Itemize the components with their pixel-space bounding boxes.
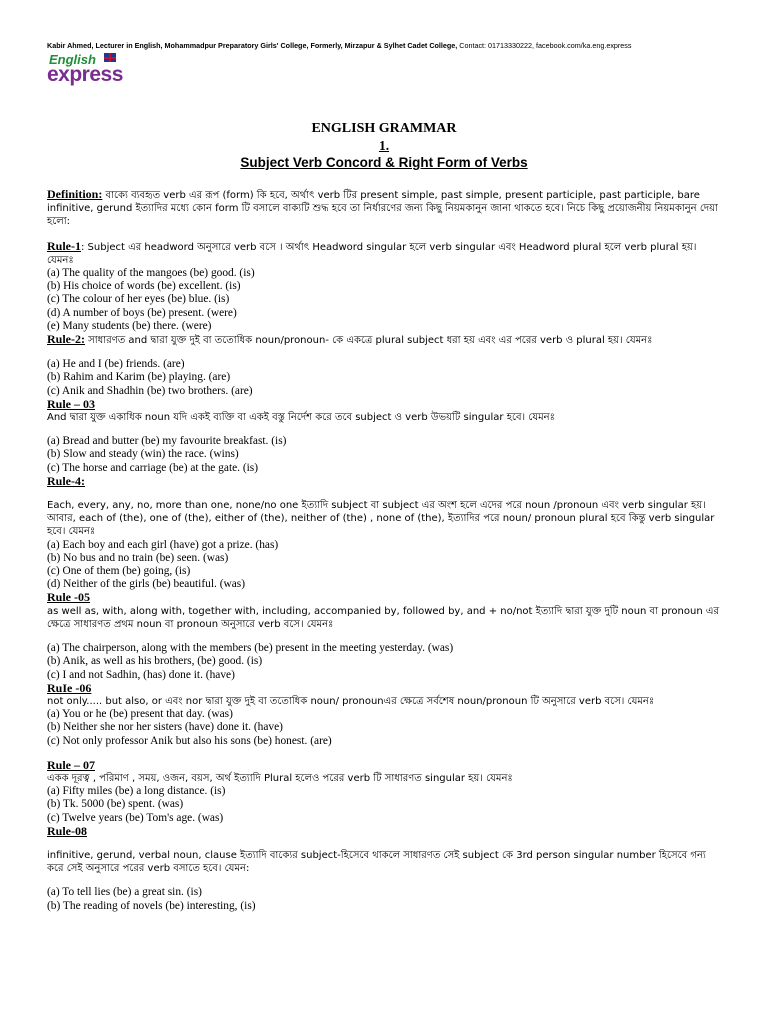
example-line: (a) The quality of the mangoes (be) good. (is) <box>47 267 255 280</box>
english-express-logo <box>47 52 127 86</box>
rule-2-label: Rule-2: <box>47 332 85 347</box>
example-line: (c) One of them (be) going, (is) <box>47 565 191 578</box>
example-line: (c) The horse and carriage (be) at the gate. (is) <box>47 461 259 474</box>
rule-7-text: একক দূরত্ব , পরিমাণ , সময়, ওজন, বয়স, অর্থ ইত্যাদি Plural হলেও পরের verb টি সাধারণত singular হয়। যেমনঃ <box>47 772 513 784</box>
rule-6-label: RuIe -06 <box>47 680 92 695</box>
example-line: (c) Twelve years (be) Tom's age. (was) <box>47 811 224 824</box>
example-line: (c) I and not Sadhin, (has) done it. (have) <box>47 668 235 681</box>
definition-paragraph <box>47 188 723 229</box>
rule-4-text: Each, every, any, no, more than one, none/no one ইত্যাদি subject বা subject এর অংশ হলে এদের পরে noun /pronoun এবং verb singular হয়। আবার, each of (the), one of (the), either of (the), neither of (the) , none of (the), ইত্যাদির পরে noun/ pronoun plural হবে কিন্তু verb singular হবে। যেমনঃ <box>47 500 715 538</box>
lesson-number: 1. <box>378 138 390 153</box>
example-line: (a) You or he (be) present that day. (was) <box>47 708 233 721</box>
page-title: ENGLISH GRAMMAR <box>311 121 457 136</box>
example-line: (b) Anik, as well as his brothers, (be) good. (is) <box>47 655 263 668</box>
lesson-subtitle: Subject Verb Concord & Right Form of Verbs <box>240 155 528 170</box>
rule-5-label: Rule -05 <box>47 590 90 605</box>
example-line: (e) Many students (be) there. (were) <box>47 319 212 332</box>
example-line: (b) Slow and steady (win) the race. (wins) <box>47 448 239 461</box>
example-line: (a) Fifty miles (be) a long distance. (is) <box>47 785 226 798</box>
example-line: (b) Tk. 5000 (be) spent. (was) <box>47 798 184 811</box>
rule-2-text: সাধারণত and দ্বারা যুক্ত দুই বা ততোধিক noun/pronoun- কে একত্রে plural subject ধরা হয় এবং এর পরের verb ও plural হয়। যেমনঃ <box>85 335 653 347</box>
author-contact: Contact: 01713330222, facebook.com/ka.eng.express <box>459 41 632 50</box>
rule-2-heading <box>47 333 723 347</box>
example-line: (c) Anik and Shadhin (be) two brothers. (are) <box>47 384 253 397</box>
page-header <box>47 41 747 50</box>
example-line: (a) To tell lies (be) a great sin. (is) <box>47 886 202 899</box>
example-line: (d) A number of boys (be) present. (were) <box>47 306 237 319</box>
rule-3-text: And দ্বারা যুক্ত একাধিক noun যদি একই ব্যক্তি বা একই বস্তু নির্দেশ করে তবে subject ও verb উভয়টি singular হবে। যেমনঃ <box>47 412 555 424</box>
example-line: (a) He and I (be) friends. (are) <box>47 358 185 371</box>
example-line: (c) Not only professor Anik but also his sons (be) honest. (are) <box>47 734 332 747</box>
rule-4-label: Rule-4: <box>47 473 85 488</box>
definition-label: Definition: <box>47 187 103 201</box>
rule-6-text: not only..... but also, or এবং nor দ্বারা যুক্ত দুই বা ততোধিক noun/ pronounএর ক্ষেত্রে সর্বশেষ noun/pronoun টি অনুসারে verb বসে। যেমনঃ <box>47 695 655 707</box>
example-line: (c) The colour of her eyes (be) blue. (is) <box>47 293 230 306</box>
rule-8-label: Rule-08 <box>47 823 87 838</box>
document-body <box>47 188 723 913</box>
rule-5-text: as well as, with, along with, together with, including, accompanied by, followed by, and + no/not ইত্যাদি দ্বারা যুক্ত দুটি noun বা pronoun এর ক্ষেত্রে সাধারণত প্রথম noun বা pronoun অনুসারে verb বসে। যেমনঃ <box>47 605 719 630</box>
example-line: (b) The reading of novels (be) interesting, (is) <box>47 899 256 912</box>
example-line: (a) Each boy and each girl (have) got a prize. (has) <box>47 538 279 551</box>
rule-8-text: infinitive, gerund, verbal noun, clause ইত্যাদি বাক্যের subject-হিসেবে থাকলে সাধারণত সেই subject কে 3rd person singular number হিসেবে গন্য করে সেই অনুসারে পরের verb বসাতে হবে। যেমন: <box>47 849 706 875</box>
logo-line-express: express <box>47 63 123 86</box>
example-line: (b) Rahim and Karim (be) playing. (are) <box>47 371 231 384</box>
rule-7-label: Rule – 07 <box>47 757 95 772</box>
example-line: (a) The chairperson, along with the members (be) present in the meeting yesterday. (was) <box>47 642 454 655</box>
rule-1-text: : Subject এর headword অনুসারে verb বসে । অর্থাৎ Headword singular হলে verb singular এবং Headword plural হলে verb plural হয়। যেমনঃ <box>47 241 697 266</box>
rule-1-label: Rule-1 <box>47 238 81 253</box>
example-line: (b) Neither she nor her sisters (have) done it. (have) <box>47 721 283 734</box>
uk-flag-icon <box>104 53 116 62</box>
example-line: (d) Neither of the girls (be) beautiful. (was) <box>47 578 245 591</box>
title-block <box>0 120 768 172</box>
definition-text: বাক্যে ব্যবহৃত verb এর রূপ (form) কি হবে, অর্থাৎ verb টির present simple, past simple, present participle, past participle, bare infinitive, gerund ইত্যাদির মধ্যে কোন form টি বসালে বাক্যটি শুদ্ধ হবে তা নির্ধারণের জন্য কিছু নিয়মকানুন জানা থাকতে হবে। নিচে কিছু প্রয়োজনীয় নিয়মকানুন দেয়া হলো: <box>47 190 718 228</box>
example-line: (b) His choice of words (be) excellent. (is) <box>47 280 241 293</box>
rule-1-heading <box>47 240 723 267</box>
logo-line-english: English <box>49 52 96 67</box>
author-affiliation: Kabir Ahmed, Lecturer in English, Mohammadpur Preparatory Girls' College, Formerly, Mirzapur & Sylhet Cadet College, <box>47 41 460 50</box>
rule-3-label: Rule – 03 <box>47 396 95 411</box>
example-line: (a) Bread and butter (be) my favourite breakfast. (is) <box>47 435 287 448</box>
example-line: (b) No bus and no train (be) seen. (was) <box>47 551 229 564</box>
